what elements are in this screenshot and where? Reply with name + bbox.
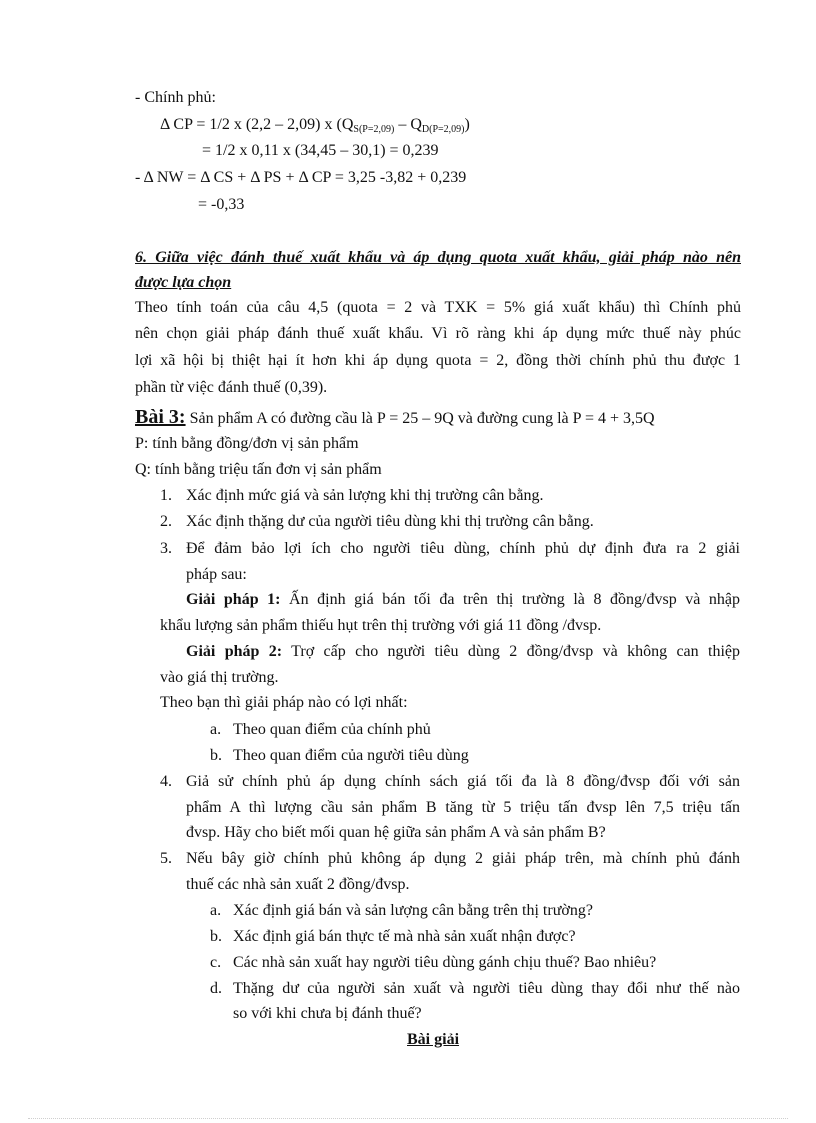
delta-cp-formula — [160, 115, 470, 135]
q3-line2: pháp sau: — [186, 566, 247, 583]
gp2-line1 — [186, 642, 740, 662]
q3b-letter: b. — [210, 747, 222, 764]
delta-cp-result: = 1/2 x 0,11 x (34,45 – 30,1) = 0,239 — [202, 142, 439, 159]
page-bottom-divider — [28, 1118, 788, 1119]
dcp-sub-demand: D(P=2,09) — [421, 124, 465, 135]
bai3-title — [135, 405, 655, 431]
section6-para-line4: phần từ việc đánh thuế (0,39). — [135, 379, 328, 396]
gov-label: - Chính phủ: — [135, 89, 216, 106]
q5d-letter: d. — [210, 980, 222, 997]
q2-text: Xác định thặng dư của người tiêu dùng khi thị trường cân bằng. — [186, 513, 594, 530]
bai3-label: Bài 3: — [135, 406, 186, 428]
q5-number: 5. — [160, 850, 172, 867]
gp1-line1 — [186, 590, 740, 610]
q3-line1: Để đảm bảo lợi ích cho người tiêu dùng, chính phủ dự định đưa ra 2 giải — [186, 540, 740, 557]
gp2-text: Trợ cấp cho người tiêu dùng 2 đồng/đvsp và không can thiệp — [282, 643, 741, 660]
section6-heading-line2: được lựa chọn — [135, 274, 232, 291]
delta-nw-formula: - Δ NW = Δ CS + Δ PS + Δ CP = 3,25 -3,82 + 0,239 — [135, 169, 467, 186]
section6-para-line1: Theo tính toán của câu 4,5 (quota = 2 và TXK = 5% giá xuất khẩu) thì Chính phủ — [135, 299, 741, 316]
q5c-text: Các nhà sản xuất hay người tiêu dùng gánh chịu thuế? Bao nhiêu? — [233, 954, 657, 971]
q-definition: Q: tính bằng triệu tấn đơn vị sản phẩm — [135, 461, 382, 478]
q3a-text: Theo quan điểm của chính phủ — [233, 721, 431, 738]
q3a-letter: a. — [210, 721, 222, 738]
q5a-text: Xác định giá bán và sản lượng cân bằng trên thị trường? — [233, 902, 593, 919]
gp1-line2: khẩu lượng sản phẩm thiếu hụt trên thị trường với giá 11 đồng /đvsp. — [160, 617, 602, 634]
gp1-text: Ấn định giá bán tối đa trên thị trường là 8 đồng/đvsp và nhập — [280, 591, 741, 608]
gp2-label: Giải pháp 2: — [186, 643, 283, 660]
dcp-sub-supply: S(P=2,09) — [353, 124, 395, 135]
q4-line3: đvsp. Hãy cho biết mối quan hệ giữa sản phẩm A và sản phẩm B? — [186, 824, 606, 841]
q4-number: 4. — [160, 773, 172, 790]
q5d-line1: Thặng dư của người sản xuất và người tiêu dùng thay đổi như thế nào — [233, 980, 740, 997]
solution-heading: Bài giải — [407, 1031, 460, 1048]
bai3-intro: Sản phẩm A có đường cầu là P = 25 – 9Q và đường cung là P = 4 + 3,5Q — [185, 410, 655, 427]
q5-line2: thuế các nhà sản xuất 2 đồng/đvsp. — [186, 876, 410, 893]
which-solution: Theo bạn thì giải pháp nào có lợi nhất: — [160, 694, 408, 711]
dcp-mid: – Q — [394, 116, 422, 133]
q5a-letter: a. — [210, 902, 222, 919]
q5-line1: Nếu bây giờ chính phủ không áp dụng 2 giải pháp trên, mà chính phủ đánh — [186, 850, 740, 867]
q5b-letter: b. — [210, 928, 222, 945]
gp2-line2: vào giá thị trường. — [160, 669, 279, 686]
q5b-text: Xác định giá bán thực tế mà nhà sản xuất nhận được? — [233, 928, 576, 945]
q4-line2: phẩm A thì lượng cầu sản phẩm B tăng từ 5 triệu tấn đvsp lên 7,5 triệu tấn — [186, 799, 740, 816]
q5d-line2: so với khi chưa bị đánh thuế? — [233, 1005, 422, 1022]
delta-nw-result: = -0,33 — [198, 196, 245, 213]
gp1-label: Giải pháp 1: — [186, 591, 281, 608]
section6-para-line2: nên chọn giải pháp đánh thuế xuất khẩu. Vì rõ ràng khi áp dụng mức thuế này phúc — [135, 325, 741, 342]
dcp-prefix: Δ CP = 1/2 x (2,2 – 2,09) x (Q — [160, 116, 354, 133]
q1-text: Xác định mức giá và sản lượng khi thị trường cân bằng. — [186, 487, 544, 504]
q5c-letter: c. — [210, 954, 222, 971]
dcp-suffix: ) — [464, 116, 470, 133]
q3-number: 3. — [160, 540, 172, 557]
section6-para-line3: lợi xã hội bị thiệt hại ít hơn khi áp dụng quota = 2, đồng thời chính phủ thu được 1 — [135, 352, 741, 369]
q2-number: 2. — [160, 513, 172, 530]
q3b-text: Theo quan điểm của người tiêu dùng — [233, 747, 469, 764]
q4-line1: Giả sử chính phủ áp dụng chính sách giá tối đa là 8 đồng/đvsp đối với sản — [186, 773, 740, 790]
p-definition: P: tính bằng đồng/đơn vị sản phẩm — [135, 435, 359, 452]
section6-heading-line1: 6. Giữa việc đánh thuế xuất khẩu và áp dụng quota xuất khẩu, giải pháp nào nên — [135, 249, 741, 266]
q1-number: 1. — [160, 487, 172, 504]
